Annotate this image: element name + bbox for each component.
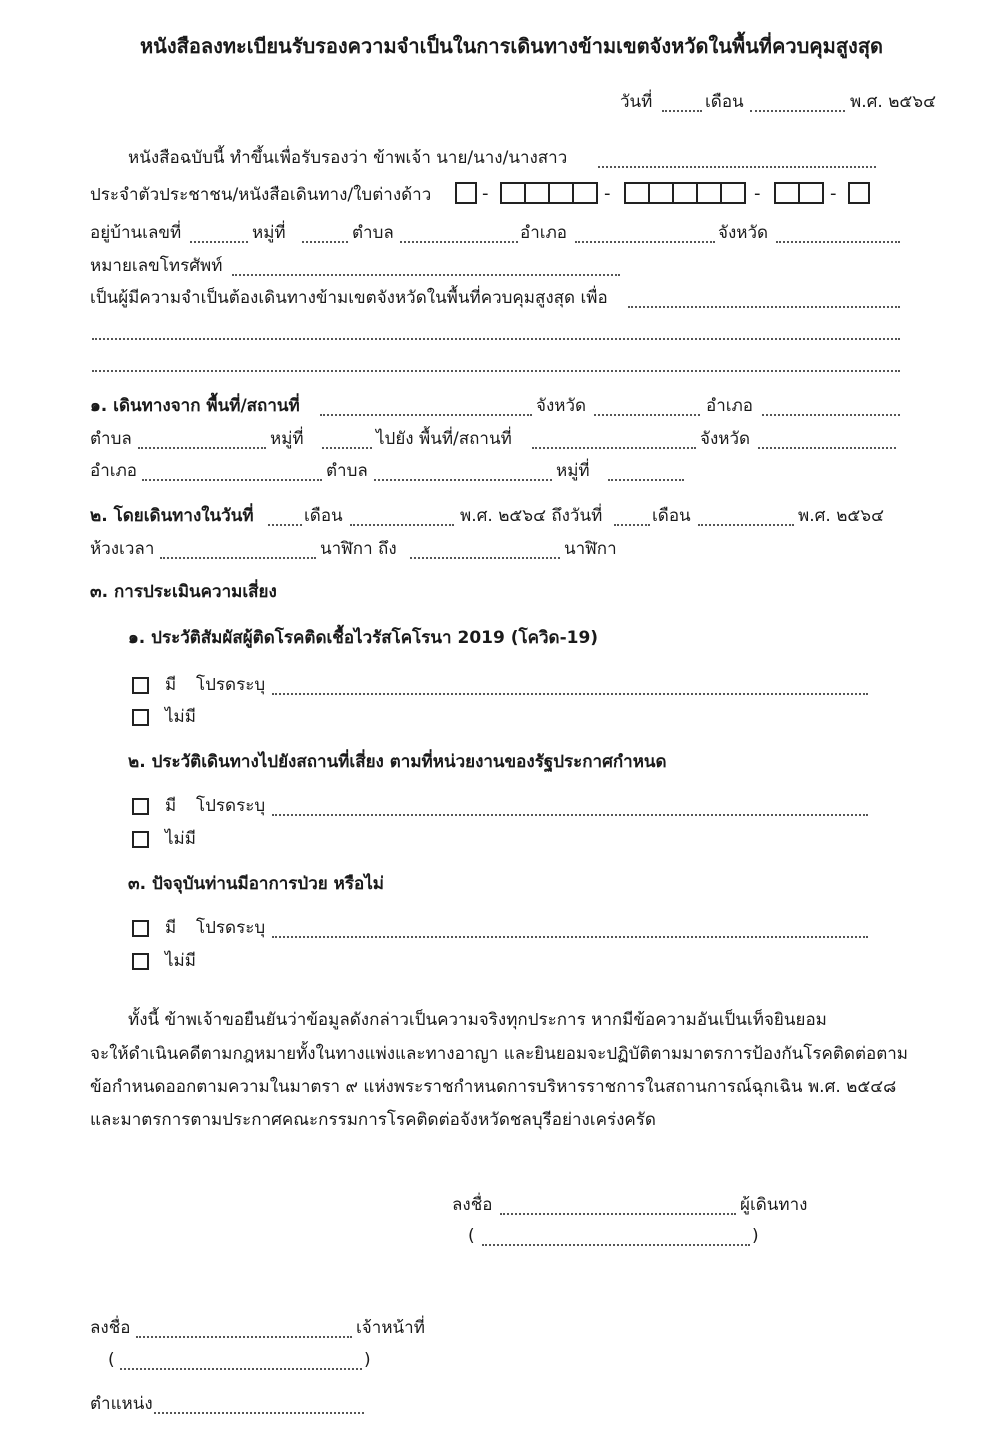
tambon-label: ตำบล — [352, 223, 394, 243]
to-tambon-field[interactable] — [374, 479, 552, 481]
travel-day-field[interactable] — [268, 524, 302, 526]
to-moo-label: หมู่ที่ — [556, 461, 590, 481]
purpose-field[interactable] — [628, 306, 900, 308]
risk-specify-label: โปรดระบุ — [196, 796, 266, 816]
date-day-label: วันที่ — [620, 92, 653, 112]
risk-item-title: ๓. ปัจจุบันท่านมีอาการป่วย หรือไม่ — [128, 874, 384, 894]
travel-day2-field[interactable] — [614, 524, 650, 526]
to-province-label: จังหวัด — [700, 429, 751, 449]
officer-paren-open: ( — [108, 1350, 115, 1370]
purpose-label: เป็นผู้มีความจำเป็นต้องเดินทางข้ามเขตจังหวัดในพื้นที่ควบคุมสูงสุด เพื่อ — [90, 288, 608, 308]
house-no-field[interactable] — [190, 241, 248, 243]
declaration-line: และมาตรการตามประกาศคณะกรรมการโรคติดต่อจังหวัดชลบุรีอย่างเคร่งครัด — [90, 1110, 656, 1130]
declaration-line: ทั้งนี้ ข้าพเจ้าขอยืนยันว่าข้อมูลดังกล่าวเป็นความจริงทุกประการ หากมีข้อความอันเป็นเท็จยินยอม — [128, 1010, 827, 1030]
hour-to-label: นาฬิกา ถึง — [320, 539, 397, 559]
risk-3-yes-checkbox[interactable] — [132, 920, 149, 937]
risk-yes-label: มี — [165, 675, 177, 695]
risk-3-specify-field[interactable] — [272, 936, 868, 938]
officer-name-field[interactable] — [120, 1368, 362, 1370]
to-moo-field[interactable] — [608, 479, 684, 481]
officer-paren-close: ) — [364, 1350, 371, 1370]
amphoe-field[interactable] — [575, 241, 715, 243]
time-label: ห้วงเวลา — [90, 539, 155, 559]
form-title: หนังสือลงทะเบียนรับรองความจำเป็นในการเดินทางข้ามเขตจังหวัดในพื้นที่ควบคุมสูงสุด — [140, 34, 884, 58]
phone-label: หมายเลขโทรศัพท์ — [90, 256, 223, 276]
officer-role-label: เจ้าหน้าที่ — [356, 1318, 425, 1338]
risk-1-yes-checkbox[interactable] — [132, 677, 149, 694]
traveler-signature-field[interactable] — [500, 1213, 736, 1215]
phone-field[interactable] — [232, 274, 620, 276]
travel-month2-field[interactable] — [698, 524, 794, 526]
to-label: ไปยัง พื้นที่/สถานที่ — [376, 429, 512, 449]
travel-year2-label: พ.ศ. ๒๕๖๔ — [798, 506, 884, 526]
officer-position-field[interactable] — [154, 1412, 364, 1414]
risk-specify-label: โปรดระบุ — [196, 675, 266, 695]
id-dash: - — [830, 183, 837, 204]
house-no-label: อยู่บ้านเลขที่ — [90, 223, 182, 243]
risk-no-label: ไม่มี — [165, 829, 196, 849]
declaration-line: จะให้ดำเนินคดีตามกฎหมายทั้งในทางแพ่งและทางอาญา และยินยอมจะปฏิบัติตามมาตรการป้องกันโรคติดต่อตาม — [90, 1044, 909, 1064]
intro-text: หนังสือฉบับนี้ ทำขึ้นเพื่อรับรองว่า ข้าพเจ้า นาย/นาง/นางสาว — [128, 148, 568, 168]
risk-yes-label: มี — [165, 796, 177, 816]
id-dash: - — [482, 183, 489, 204]
travel-month-label: เดือน — [304, 506, 343, 526]
from-tambon-field[interactable] — [138, 447, 266, 449]
travel-month-field[interactable] — [350, 524, 454, 526]
from-tambon-label: ตำบล — [90, 429, 132, 449]
traveler-name-field[interactable] — [482, 1244, 750, 1246]
hour-end-label: นาฬิกา — [564, 539, 617, 559]
id-dash: - — [604, 183, 611, 204]
travel-month2-label: เดือน — [652, 506, 691, 526]
risk-2-yes-checkbox[interactable] — [132, 798, 149, 815]
id-group-4[interactable] — [774, 182, 824, 204]
risk-no-label: ไม่มี — [165, 707, 196, 727]
from-province-field[interactable] — [594, 414, 700, 416]
id-group-2[interactable] — [500, 182, 598, 204]
date-day-field[interactable] — [662, 110, 702, 112]
declaration-line: ข้อกำหนดออกตามความในมาตรา ๙ แห่งพระราชกำหนดการบริหารราชการในสถานการณ์ฉุกเฉิน พ.ศ. ๒๕๔๘ — [90, 1077, 897, 1097]
from-label: ๑. เดินทางจาก พื้นที่/สถานที่ — [90, 396, 300, 416]
from-amphoe-field[interactable] — [762, 414, 900, 416]
name-field[interactable] — [598, 166, 876, 168]
time-end-field[interactable] — [410, 557, 560, 559]
risk-no-label: ไม่มี — [165, 951, 196, 971]
tambon-field[interactable] — [400, 241, 518, 243]
travel-year-to-label: พ.ศ. ๒๕๖๔ ถึงวันที่ — [460, 506, 603, 526]
moo-label: หมู่ที่ — [252, 223, 286, 243]
to-province-field[interactable] — [758, 447, 896, 449]
risk-3-no-checkbox[interactable] — [132, 953, 149, 970]
province-label: จังหวัด — [718, 223, 769, 243]
to-tambon-label: ตำบล — [326, 461, 368, 481]
id-dash: - — [754, 183, 761, 204]
from-place-field[interactable] — [320, 414, 532, 416]
risk-1-no-checkbox[interactable] — [132, 709, 149, 726]
id-group-1[interactable] — [455, 182, 477, 204]
risk-1-specify-field[interactable] — [272, 693, 868, 695]
amphoe-label: อำเภอ — [520, 223, 567, 243]
traveler-paren-close: ) — [752, 1226, 759, 1246]
officer-signature-field[interactable] — [136, 1336, 352, 1338]
id-group-5[interactable] — [848, 182, 870, 204]
province-field[interactable] — [776, 241, 900, 243]
from-moo-field[interactable] — [322, 447, 372, 449]
risk-2-no-checkbox[interactable] — [132, 831, 149, 848]
traveler-paren-open: ( — [468, 1226, 475, 1246]
risk-heading: ๓. การประเมินความเสี่ยง — [90, 582, 277, 602]
to-amphoe-label: อำเภอ — [90, 461, 137, 481]
traveler-role-label: ผู้เดินทาง — [740, 1195, 808, 1215]
travel-date-label: ๒. โดยเดินทางในวันที่ — [90, 506, 254, 526]
purpose-field-line2[interactable] — [92, 338, 900, 340]
risk-item-title: ๑. ประวัติสัมผัสผู้ติดโรคติดเชื้อไวรัสโคโรนา 2019 (โควิด-19) — [128, 628, 599, 648]
traveler-sign-label: ลงชื่อ — [452, 1195, 493, 1215]
risk-2-specify-field[interactable] — [272, 814, 868, 816]
from-province-label: จังหวัด — [536, 396, 587, 416]
date-month-label: เดือน — [705, 92, 744, 112]
officer-position-label: ตำแหน่ง — [90, 1394, 153, 1414]
to-amphoe-field[interactable] — [142, 479, 322, 481]
id-group-3[interactable] — [624, 182, 746, 204]
time-start-field[interactable] — [160, 557, 316, 559]
risk-yes-label: มี — [165, 918, 177, 938]
risk-specify-label: โปรดระบุ — [196, 918, 266, 938]
purpose-field-line3[interactable] — [92, 370, 900, 372]
date-month-field[interactable] — [750, 110, 845, 112]
from-amphoe-label: อำเภอ — [706, 396, 753, 416]
moo-field[interactable] — [302, 241, 348, 243]
to-place-field[interactable] — [532, 447, 696, 449]
officer-sign-label: ลงชื่อ — [90, 1318, 131, 1338]
id-label: ประจำตัวประชาชน/หนังสือเดินทาง/ใบต่างด้าว — [90, 185, 432, 205]
risk-item-title: ๒. ประวัติเดินทางไปยังสถานที่เสี่ยง ตามที่หน่วยงานของรัฐประกาศกำหนด — [128, 752, 667, 772]
from-moo-label: หมู่ที่ — [270, 429, 304, 449]
date-year-label: พ.ศ. ๒๕๖๔ — [850, 92, 936, 112]
